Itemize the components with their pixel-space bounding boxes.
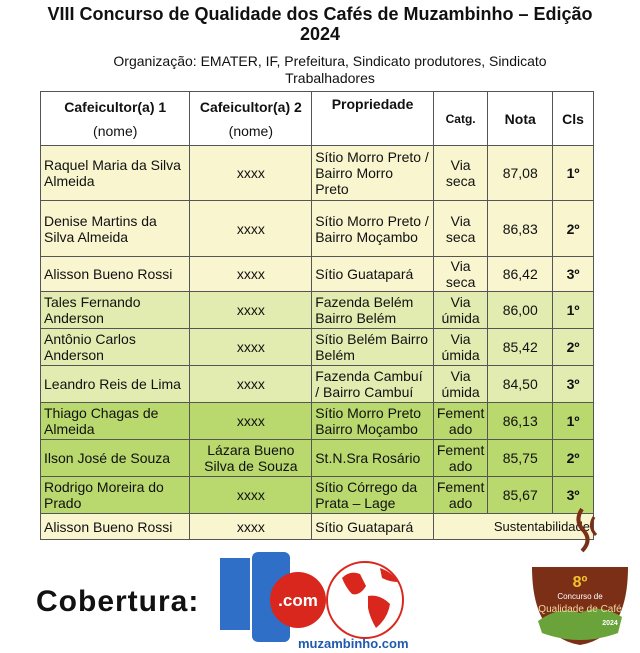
header-nota: Nota (488, 92, 553, 146)
title-line-2: 2024 (299, 24, 341, 44)
cell-cafeicultor-1: Antônio Carlos Anderson (41, 329, 190, 366)
table-row (41, 477, 594, 514)
title-line-1: VIII Concurso de Qualidade dos Cafés de Muzambinho – Edição (47, 4, 593, 24)
cell-nota: 86,83 (488, 201, 553, 257)
table-row (41, 440, 594, 477)
cell-cafeicultor-1: Alisson Bueno Rossi (41, 514, 190, 540)
steam-icon (578, 509, 587, 551)
cell-propriedade: Sítio Morro Preto / Bairro Morro Preto (312, 146, 434, 201)
table-row (41, 292, 594, 329)
cell-categoria: Via úmida (433, 366, 487, 403)
cell-cafeicultor-1: Tales Fernando Anderson (41, 292, 190, 329)
cell-nota: 86,42 (488, 257, 553, 292)
table-row (41, 329, 594, 366)
cell-categoria: Fement ado (433, 440, 487, 477)
page-title (0, 4, 640, 44)
header-categoria: Catg. (433, 92, 487, 146)
header-propriedade: Propriedade (312, 92, 434, 146)
cell-cafeicultor-2: xxxx (190, 329, 312, 366)
cell-propriedade: Fazenda Belém Bairro Belém (312, 292, 434, 329)
logo-com-text: .com (278, 591, 318, 610)
cell-propriedade: St.N.Sra Rosário (312, 440, 434, 477)
results-table (40, 91, 594, 540)
cell-classificacao: 1º (553, 292, 594, 329)
cell-classificacao: 1º (553, 403, 594, 440)
cell-nota: 85,42 (488, 329, 553, 366)
cell-categoria: Fement ado (433, 477, 487, 514)
cell-cafeicultor-2: Lázara Bueno Silva de Souza (190, 440, 312, 477)
cell-categoria: Via seca (433, 201, 487, 257)
cell-cafeicultor-2: xxxx (190, 403, 312, 440)
contest-badge (520, 505, 640, 653)
cell-cafeicultor-2: xxxx (190, 201, 312, 257)
cell-cafeicultor-1: Thiago Chagas de Almeida (41, 403, 190, 440)
header-cafeicultor-1: Cafeicultor(a) 1 (nome) (41, 92, 190, 146)
cell-categoria: Via seca (433, 146, 487, 201)
cell-cafeicultor-2: xxxx (190, 292, 312, 329)
header-cafeicultor-2: Cafeicultor(a) 2 (nome) (190, 92, 312, 146)
cell-cafeicultor-1: Ilson José de Souza (41, 440, 190, 477)
badge-line-2: Qualidade de Café (538, 604, 622, 615)
cell-propriedade: Fazenda Cambuí / Bairro Cambuí (312, 366, 434, 403)
cell-classificacao: 3º (553, 477, 594, 514)
cell-cafeicultor-2: xxxx (190, 366, 312, 403)
cell-cafeicultor-2: xxxx (190, 257, 312, 292)
org-line-2: Trabalhadores (285, 70, 375, 86)
table-row (41, 403, 594, 440)
cell-categoria: Via úmida (433, 292, 487, 329)
cell-nota: 85,67 (488, 477, 553, 514)
organization-text (60, 53, 600, 87)
cell-categoria: Fement ado (433, 403, 487, 440)
cell-propriedade: Sítio Belém Bairro Belém (312, 329, 434, 366)
cell-cafeicultor-1: Alisson Bueno Rossi (41, 257, 190, 292)
cell-classificacao: 3º (553, 257, 594, 292)
table-row (41, 146, 594, 201)
cell-classificacao: 2º (553, 440, 594, 477)
table-row (41, 366, 594, 403)
cell-cafeicultor-2: xxxx (190, 514, 312, 540)
cell-nota: 86,13 (488, 403, 553, 440)
header-classificacao: Cls (553, 92, 594, 146)
badge-year: 2024 (602, 620, 618, 627)
org-line-1: Organização: EMATER, IF, Prefeitura, Sindicato produtores, Sindicato (113, 53, 547, 69)
cobertura-label: Cobertura: (36, 585, 200, 618)
cell-propriedade: Sítio Guatapará (312, 257, 434, 292)
cell-classificacao: 2º (553, 201, 594, 257)
cell-nota: 86,00 (488, 292, 553, 329)
table-row (41, 514, 594, 540)
table-row (41, 257, 594, 292)
table-header-row (41, 92, 594, 146)
cell-sustentabilidade: Sustentabilidade (433, 514, 593, 540)
cell-propriedade: Sítio Morro Preto Bairro Moçambo (312, 403, 434, 440)
cell-propriedade: Sítio Guatapará (312, 514, 434, 540)
badge-line-1: Concurso de (557, 592, 603, 601)
cell-classificacao: 3º (553, 366, 594, 403)
cell-cafeicultor-1: Rodrigo Moreira do Prado (41, 477, 190, 514)
cell-nota: 84,50 (488, 366, 553, 403)
badge-number: 8º (572, 574, 588, 591)
cell-classificacao: 1º (553, 146, 594, 201)
cell-nota: 85,75 (488, 440, 553, 477)
cell-classificacao: 2º (553, 329, 594, 366)
muzambinho-logo (220, 552, 420, 647)
cell-cafeicultor-1: Raquel Maria da Silva Almeida (41, 146, 190, 201)
cell-propriedade: Sítio Córrego da Prata – Lage (312, 477, 434, 514)
cell-cafeicultor-1: Denise Martins da Silva Almeida (41, 201, 190, 257)
cell-nota: 87,08 (488, 146, 553, 201)
table-row (41, 201, 594, 257)
cell-categoria: Via úmida (433, 329, 487, 366)
cell-cafeicultor-2: xxxx (190, 146, 312, 201)
site-url: muzambinho.com (298, 636, 409, 651)
cell-categoria: Via seca (433, 257, 487, 292)
cell-propriedade: Sítio Morro Preto / Bairro Moçambo (312, 201, 434, 257)
globe-icon (327, 562, 403, 638)
cell-cafeicultor-2: xxxx (190, 477, 312, 514)
cell-cafeicultor-1: Leandro Reis de Lima (41, 366, 190, 403)
